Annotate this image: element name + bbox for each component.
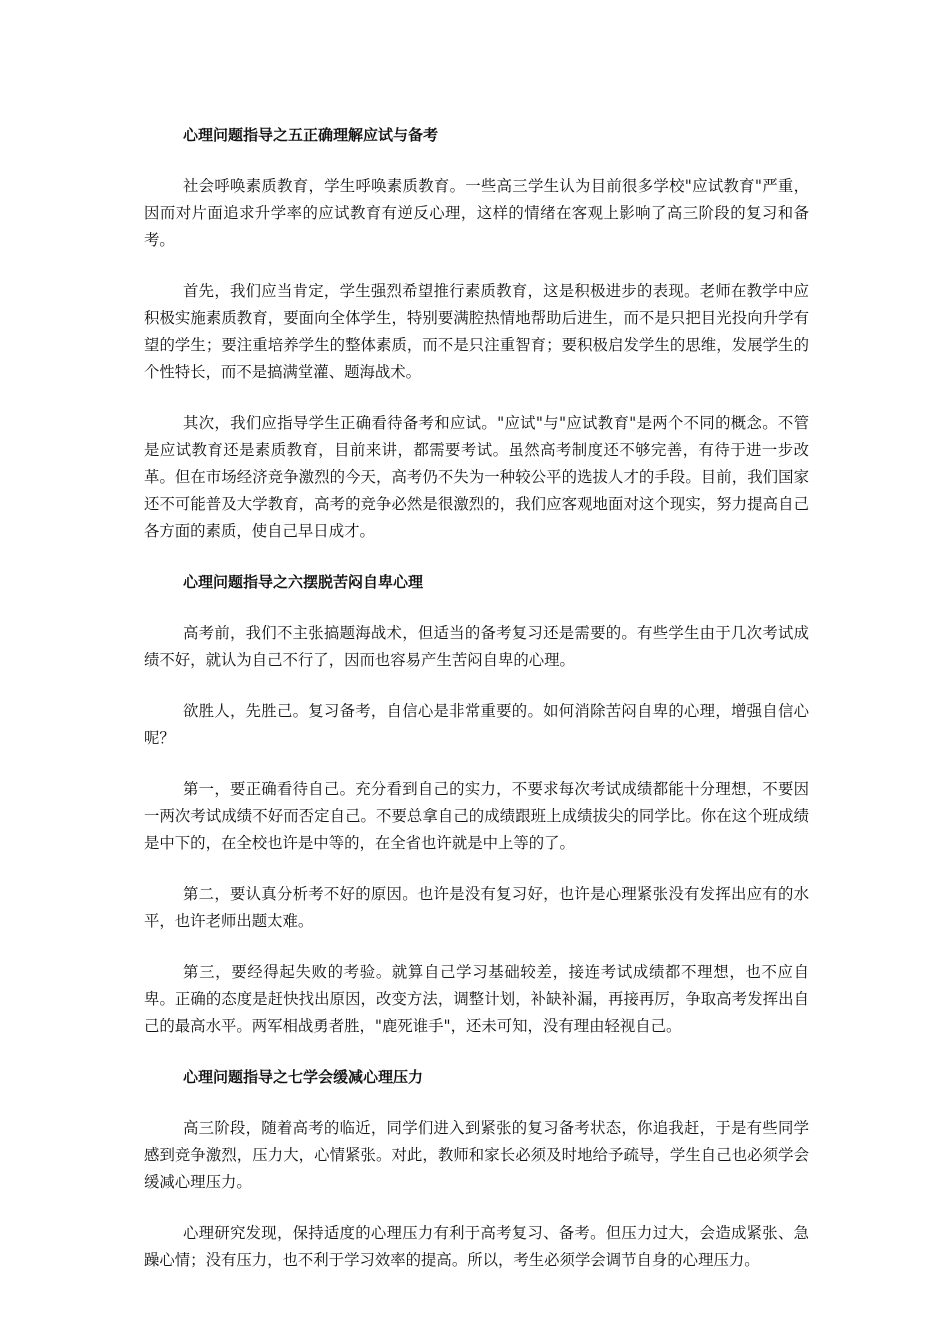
spacer: [144, 386, 809, 410]
spacer: [144, 1040, 809, 1064]
spacer: [144, 254, 809, 278]
section-heading: 心理问题指导之七学会缓减心理压力: [183, 1068, 424, 1086]
spacer: [144, 674, 809, 698]
paragraph: 高三阶段，随着高考的临近，同学们进入到紧张的复习备考状态，你追我赶，于是有些同学感到竞争激烈，压力大，心情紧张。对此，教师和家长必须及时地给予疏导，学生自己也必须学会缓减心理压力。: [144, 1119, 809, 1191]
spacer: [144, 596, 809, 620]
paragraph: 欲胜人，先胜己。复习备考，自信心是非常重要的。如何消除苦闷自卑的心理，增强自信心呢？: [144, 702, 809, 747]
spacer: [144, 545, 809, 569]
spacer: [144, 1091, 809, 1115]
spacer: [144, 935, 809, 959]
paragraph: 首先，我们应当肯定，学生强烈希望推行素质教育，这是积极进步的表现。老师在教学中应积极实施素质教育，要面向全体学生，特别要满腔热情地帮助后进生，而不是只把目光投向升学有望的学生；要注重培养学生的整体素质，而不是只注重智育；要积极启发学生的思维，发展学生的个性特长，而不是搞满堂灌、题海战术。: [144, 282, 809, 381]
paragraph: 第一，要正确看待自己。充分看到自己的实力，不要求每次考试成绩都能十分理想，不要因一两次考试成绩不好而否定自己。不要总拿自己的成绩跟班上成绩拔尖的同学比。你在这个班成绩是中下的，在全校也许是中等的，在全省也许就是中上等的了。: [144, 780, 809, 852]
paragraph: 其次，我们应指导学生正确看待备考和应试。"应试"与"应试教育"是两个不同的概念。不管是应试教育还是素质教育，目前来讲，都需要考试。虽然高考制度还不够完善，有待于进一步改革。但在市场经济竞争激烈的今天，高考仍不失为一种较公平的选拔人才的手段。目前，我们国家还不可能普及大学教育，高考的竞争必然是很激烈的，我们应客观地面对这个现实，努力提高自己各方面的素质，使自己早日成才。: [144, 414, 809, 540]
paragraph: 社会呼唤素质教育，学生呼唤素质教育。一些高三学生认为目前很多学校"应试教育"严重，因而对片面追求升学率的应试教育有逆反心理，这样的情绪在客观上影响了高三阶段的复习和备考。: [144, 177, 809, 249]
paragraph: 心理研究发现，保持适度的心理压力有利于高考复习、备考。但压力过大，会造成紧张、急躁心情；没有压力，也不利于学习效率的提高。所以，考生必须学会调节自身的心理压力。: [144, 1224, 809, 1269]
spacer: [144, 857, 809, 881]
spacer: [144, 149, 809, 173]
spacer: [144, 1196, 809, 1220]
document-page: [144, 122, 809, 1274]
section-heading: 心理问题指导之五正确理解应试与备考: [183, 126, 439, 144]
paragraph: 第三，要经得起失败的考验。就算自己学习基础较差，接连考试成绩都不理想，也不应自卑。正确的态度是赶快找出原因，改变方法，调整计划，补缺补漏，再接再厉，争取高考发挥出自己的最高水平。两军相战勇者胜，"鹿死谁手"，还未可知，没有理由轻视自己。: [144, 963, 809, 1035]
spacer: [144, 752, 809, 776]
section-heading: 心理问题指导之六摆脱苦闷自卑心理: [183, 573, 424, 591]
paragraph: 第二，要认真分析考不好的原因。也许是没有复习好，也许是心理紧张没有发挥出应有的水平，也许老师出题太难。: [144, 885, 809, 930]
paragraph: 高考前，我们不主张搞题海战术，但适当的备考复习还是需要的。有些学生由于几次考试成绩不好，就认为自己不行了，因而也容易产生苦闷自卑的心理。: [144, 624, 809, 669]
